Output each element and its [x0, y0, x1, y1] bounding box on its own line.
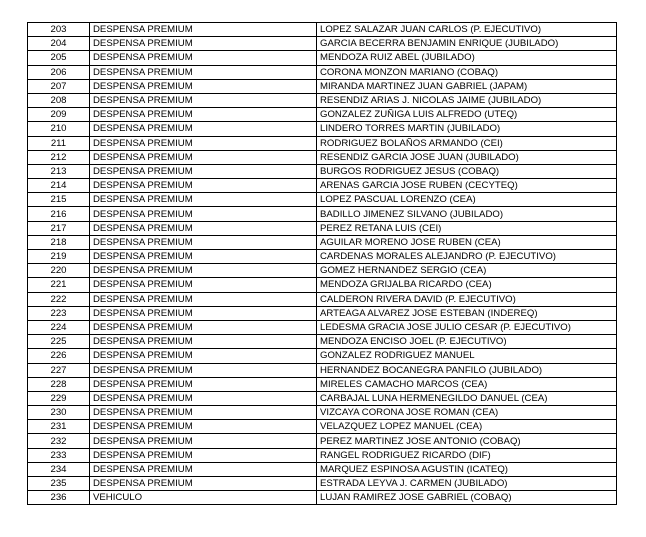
row-number-cell: 231: [28, 420, 90, 434]
prize-cell: DESPENSA PREMIUM: [90, 250, 317, 264]
prize-cell: DESPENSA PREMIUM: [90, 79, 317, 93]
winner-name-cell: ESTRADA LEYVA J. CARMEN (JUBILADO): [317, 477, 617, 491]
winner-name-cell: MARQUEZ ESPINOSA AGUSTIN (ICATEQ): [317, 462, 617, 476]
winner-name-cell: MENDOZA ENCISO JOEL (P. EJECUTIVO): [317, 335, 617, 349]
row-number-cell: 225: [28, 335, 90, 349]
prize-cell: DESPENSA PREMIUM: [90, 292, 317, 306]
prize-cell: DESPENSA PREMIUM: [90, 448, 317, 462]
winner-name-cell: RESENDIZ ARIAS J. NICOLAS JAIME (JUBILADO): [317, 93, 617, 107]
row-number-cell: 218: [28, 235, 90, 249]
winner-name-cell: CORONA MONZON MARIANO (COBAQ): [317, 65, 617, 79]
table-row: [28, 477, 617, 491]
winner-name-cell: MENDOZA GRIJALBA RICARDO (CEA): [317, 278, 617, 292]
winner-name-cell: GARCIA BECERRA BENJAMIN ENRIQUE (JUBILADO): [317, 37, 617, 51]
table-row: [28, 93, 617, 107]
prize-cell: DESPENSA PREMIUM: [90, 363, 317, 377]
prize-cell: DESPENSA PREMIUM: [90, 335, 317, 349]
prize-cell: DESPENSA PREMIUM: [90, 221, 317, 235]
table-row: [28, 164, 617, 178]
prize-cell: DESPENSA PREMIUM: [90, 278, 317, 292]
winner-name-cell: RESENDIZ GARCIA JOSE JUAN (JUBILADO): [317, 150, 617, 164]
winner-name-cell: LOPEZ PASCUAL LORENZO (CEA): [317, 193, 617, 207]
table-row: [28, 108, 617, 122]
table-row: [28, 179, 617, 193]
table-row: [28, 122, 617, 136]
prize-cell: DESPENSA PREMIUM: [90, 207, 317, 221]
row-number-cell: 203: [28, 23, 90, 37]
row-number-cell: 233: [28, 448, 90, 462]
winner-name-cell: BURGOS RODRIGUEZ JESUS (COBAQ): [317, 164, 617, 178]
row-number-cell: 232: [28, 434, 90, 448]
winner-name-cell: MENDOZA RUIZ ABEL (JUBILADO): [317, 51, 617, 65]
table-row: [28, 462, 617, 476]
row-number-cell: 224: [28, 320, 90, 334]
winner-name-cell: VELAZQUEZ LOPEZ MANUEL (CEA): [317, 420, 617, 434]
table-body: [28, 23, 617, 505]
table-row: [28, 37, 617, 51]
winner-name-cell: CARBAJAL LUNA HERMENEGILDO DANUEL (CEA): [317, 391, 617, 405]
row-number-cell: 236: [28, 491, 90, 505]
winner-name-cell: ARTEAGA ALVAREZ JOSE ESTEBAN (INDEREQ): [317, 306, 617, 320]
table-row: [28, 363, 617, 377]
table-row: [28, 292, 617, 306]
row-number-cell: 228: [28, 377, 90, 391]
prize-cell: DESPENSA PREMIUM: [90, 420, 317, 434]
winner-name-cell: BADILLO JIMENEZ SILVANO (JUBILADO): [317, 207, 617, 221]
prize-cell: DESPENSA PREMIUM: [90, 377, 317, 391]
row-number-cell: 211: [28, 136, 90, 150]
row-number-cell: 222: [28, 292, 90, 306]
row-number-cell: 209: [28, 108, 90, 122]
prize-cell: DESPENSA PREMIUM: [90, 477, 317, 491]
table-row: [28, 235, 617, 249]
prize-cell: DESPENSA PREMIUM: [90, 349, 317, 363]
winners-table: [27, 22, 617, 505]
table-row: [28, 207, 617, 221]
prize-cell: DESPENSA PREMIUM: [90, 264, 317, 278]
prize-cell: DESPENSA PREMIUM: [90, 434, 317, 448]
winner-name-cell: AGUILAR MORENO JOSE RUBEN (CEA): [317, 235, 617, 249]
winner-name-cell: GONZALEZ RODRIGUEZ MANUEL: [317, 349, 617, 363]
row-number-cell: 214: [28, 179, 90, 193]
winner-name-cell: LINDERO TORRES MARTIN (JUBILADO): [317, 122, 617, 136]
prize-cell: DESPENSA PREMIUM: [90, 150, 317, 164]
table-row: [28, 51, 617, 65]
prize-cell: DESPENSA PREMIUM: [90, 235, 317, 249]
row-number-cell: 229: [28, 391, 90, 405]
winner-name-cell: PEREZ RETANA LUIS (CEI): [317, 221, 617, 235]
winner-name-cell: MIRANDA MARTINEZ JUAN GABRIEL (JAPAM): [317, 79, 617, 93]
table-row: [28, 320, 617, 334]
winner-name-cell: CALDERON RIVERA DAVID (P. EJECUTIVO): [317, 292, 617, 306]
winner-name-cell: ARENAS GARCIA JOSE RUBEN (CECYTEQ): [317, 179, 617, 193]
row-number-cell: 227: [28, 363, 90, 377]
row-number-cell: 217: [28, 221, 90, 235]
prize-cell: DESPENSA PREMIUM: [90, 179, 317, 193]
prize-cell: DESPENSA PREMIUM: [90, 23, 317, 37]
table-row: [28, 406, 617, 420]
row-number-cell: 212: [28, 150, 90, 164]
winner-name-cell: RANGEL RODRIGUEZ RICARDO (DIF): [317, 448, 617, 462]
winner-name-cell: LEDESMA GRACIA JOSE JULIO CESAR (P. EJECUTIVO): [317, 320, 617, 334]
table-row: [28, 377, 617, 391]
winner-name-cell: GONZALEZ ZUÑIGA LUIS ALFREDO (UTEQ): [317, 108, 617, 122]
winner-name-cell: CARDENAS MORALES ALEJANDRO (P. EJECUTIVO): [317, 250, 617, 264]
winner-name-cell: PEREZ MARTINEZ JOSE ANTONIO (COBAQ): [317, 434, 617, 448]
winner-name-cell: VIZCAYA CORONA JOSE ROMAN (CEA): [317, 406, 617, 420]
table-row: [28, 221, 617, 235]
prize-cell: DESPENSA PREMIUM: [90, 122, 317, 136]
table-row: [28, 434, 617, 448]
prize-cell: DESPENSA PREMIUM: [90, 136, 317, 150]
prize-cell: DESPENSA PREMIUM: [90, 164, 317, 178]
table-row: [28, 420, 617, 434]
table-row: [28, 349, 617, 363]
table-row: [28, 335, 617, 349]
table-row: [28, 250, 617, 264]
winner-name-cell: MIRELES CAMACHO MARCOS (CEA): [317, 377, 617, 391]
prize-cell: DESPENSA PREMIUM: [90, 65, 317, 79]
row-number-cell: 221: [28, 278, 90, 292]
row-number-cell: 213: [28, 164, 90, 178]
table-row: [28, 23, 617, 37]
row-number-cell: 219: [28, 250, 90, 264]
prize-cell: DESPENSA PREMIUM: [90, 391, 317, 405]
row-number-cell: 234: [28, 462, 90, 476]
prize-cell: DESPENSA PREMIUM: [90, 93, 317, 107]
prize-cell: DESPENSA PREMIUM: [90, 320, 317, 334]
winner-name-cell: GOMEZ HERNANDEZ SERGIO (CEA): [317, 264, 617, 278]
row-number-cell: 206: [28, 65, 90, 79]
table-row: [28, 448, 617, 462]
winner-name-cell: HERNANDEZ BOCANEGRA PANFILO (JUBILADO): [317, 363, 617, 377]
row-number-cell: 223: [28, 306, 90, 320]
row-number-cell: 205: [28, 51, 90, 65]
row-number-cell: 208: [28, 93, 90, 107]
prize-cell: VEHICULO: [90, 491, 317, 505]
row-number-cell: 216: [28, 207, 90, 221]
row-number-cell: 220: [28, 264, 90, 278]
table-row: [28, 278, 617, 292]
table-row: [28, 491, 617, 505]
prize-cell: DESPENSA PREMIUM: [90, 51, 317, 65]
row-number-cell: 210: [28, 122, 90, 136]
prize-cell: DESPENSA PREMIUM: [90, 193, 317, 207]
table-row: [28, 306, 617, 320]
row-number-cell: 230: [28, 406, 90, 420]
row-number-cell: 226: [28, 349, 90, 363]
table-row: [28, 193, 617, 207]
winner-name-cell: RODRIGUEZ BOLAÑOS ARMANDO (CEI): [317, 136, 617, 150]
row-number-cell: 207: [28, 79, 90, 93]
table-row: [28, 65, 617, 79]
row-number-cell: 215: [28, 193, 90, 207]
prize-cell: DESPENSA PREMIUM: [90, 306, 317, 320]
table-row: [28, 136, 617, 150]
row-number-cell: 235: [28, 477, 90, 491]
prize-cell: DESPENSA PREMIUM: [90, 108, 317, 122]
winner-name-cell: LUJAN RAMIREZ JOSE GABRIEL (COBAQ): [317, 491, 617, 505]
prize-cell: DESPENSA PREMIUM: [90, 462, 317, 476]
prize-cell: DESPENSA PREMIUM: [90, 406, 317, 420]
prize-cell: DESPENSA PREMIUM: [90, 37, 317, 51]
table-row: [28, 391, 617, 405]
table-row: [28, 79, 617, 93]
winner-name-cell: LOPEZ SALAZAR JUAN CARLOS (P. EJECUTIVO): [317, 23, 617, 37]
table-row: [28, 150, 617, 164]
row-number-cell: 204: [28, 37, 90, 51]
table-row: [28, 264, 617, 278]
